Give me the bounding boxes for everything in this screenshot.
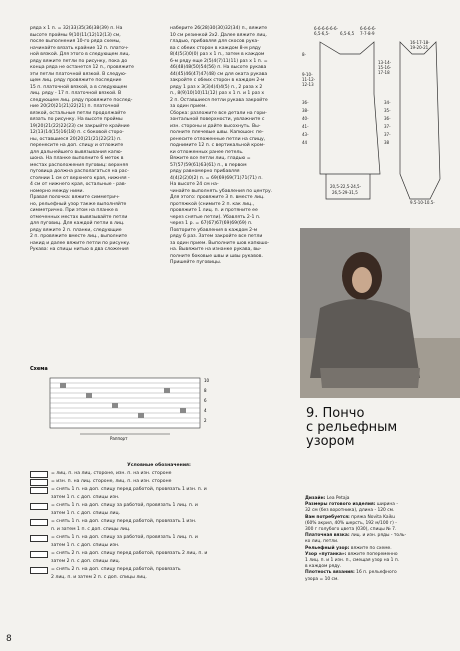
text-line: щем лиц. ряду провяжите последние xyxy=(30,78,122,83)
text-line: 32 см (без воротника), длина - 120 см. xyxy=(305,508,395,514)
stitch-symbol-icon xyxy=(30,479,48,486)
stitch-symbol-icon xyxy=(30,535,48,542)
diag-label-top-left: 6-6-6-6-6-6- xyxy=(314,26,338,31)
text-line: отмеченных местах вывязывайте петли xyxy=(30,214,128,220)
text-line: но, рельефный узор также выполняйте xyxy=(30,201,127,207)
text-line: узора = 10 см. xyxy=(305,576,339,582)
stitch-symbol-icon xyxy=(30,567,48,574)
stitch-symbol-icon xyxy=(30,503,48,510)
page-title: 9. Пончо с рельефным узором xyxy=(306,406,398,449)
text-line: ряду 1 раз x 3(3)4(4)4(5) п., 2 раза x 2 xyxy=(170,84,263,90)
svg-text:11-12-: 11-12- xyxy=(302,77,316,82)
legend-item: 2 лиц. п. и затем 2 п. с доп. спицы лиц. xyxy=(51,575,147,580)
text-line: за один прием. Выполните шов капюшо- xyxy=(170,240,270,246)
legend-item: затем 1 п. с доп. спицы лиц. xyxy=(51,511,121,516)
svg-text:41-: 41- xyxy=(302,124,309,129)
svg-text:36-: 36- xyxy=(384,116,391,121)
knitting-schema xyxy=(30,366,280,448)
text-line: п., 8(9)10(10)11(12) раз x 1 п. и 1 раз x xyxy=(170,91,265,96)
text-line: симметрично. При этом на планке в xyxy=(30,208,118,213)
legend-item: затем 1 п. с доп. спицы изн. xyxy=(51,543,120,548)
svg-text:20,5-22,5-24,5-: 20,5-22,5-24,5- xyxy=(330,184,362,189)
pattern-diagram xyxy=(300,24,452,204)
svg-text:13-14-: 13-14- xyxy=(378,60,392,65)
text-line: Размеры готового изделия: ширина - xyxy=(305,502,398,508)
text-line: провяжите 1 лиц. п. и протяните ее xyxy=(170,208,258,213)
text-line: 300 г голубого цвета (030), спицы № 7. xyxy=(305,527,397,533)
svg-text:Схема: Схема xyxy=(30,366,48,372)
legend-item: затем 1 п. с доп. спицы изн. xyxy=(51,495,120,500)
back-piece xyxy=(320,42,380,174)
text-line: начинайте вязать крайние 12 п. платоч- xyxy=(30,45,129,51)
text-line: 4(4)2(2)0(2) п. = 69(69)69(71)71(71) п. xyxy=(170,175,263,181)
svg-text:4: 4 xyxy=(204,408,207,413)
legend-item: = снять 2 п. на доп. спицу перед работой, провязать 2 лиц. п. и xyxy=(30,550,288,558)
legend-item: = снять 1 п. на доп. спицу перед работой, провязать 1 изн. xyxy=(30,518,288,526)
svg-text:8-: 8- xyxy=(302,52,306,57)
text-line: ва с обеих сторон в каждом 8-м ряду xyxy=(170,45,261,51)
svg-text:2: 2 xyxy=(204,418,207,423)
text-line: Платочная вязка: лиц. и изн. ряды - толь- xyxy=(305,533,407,539)
text-line: после выполнения 10-го ряда схемы, xyxy=(30,39,121,44)
text-line: Сборка: разложите все детали на гори- xyxy=(170,110,267,116)
text-line: для пуговиц. Для каждой петли в лиц. xyxy=(30,221,125,226)
text-line: вязать по рисунку. На высоте проймы xyxy=(30,117,123,122)
text-line: ряда x 1 п. = 32(33)35(36)38(39) п. На xyxy=(30,26,123,31)
text-line: ряду вяжите петли по рисунку, пока до xyxy=(30,58,128,64)
text-line: полните боковые швы и швы рукавов. xyxy=(170,253,263,259)
text-line: 12(13)14(15)16(18) п. с боковой сторо- xyxy=(30,130,124,135)
text-line: на. Вывяжите на изнанке рукава, вы- xyxy=(170,247,262,252)
text-line: 6-м ряду еще 2(5)4(7)11(11) раз x 1 п. = xyxy=(170,58,268,64)
text-line: ны, оставшиеся 20(20)21(21)22(21) п. xyxy=(30,136,122,142)
text-line: 15 п. платочной вязкой, а в следующем xyxy=(30,84,127,90)
text-line: На высоте 24 см на- xyxy=(170,182,219,187)
text-column-3 xyxy=(305,496,445,583)
legend-item: = снять 2 п. на доп. спицу перед работой, провязать xyxy=(30,566,288,574)
text-line: наберите 26(28)30(30)32(34) п., вяжите xyxy=(170,26,268,31)
text-line: 44(45)46(47)47(48) см для оката рукава xyxy=(170,71,268,77)
text-line: полните плечевые швы. Капюшон: пе- xyxy=(170,130,264,135)
svg-text:34-: 34- xyxy=(384,100,391,105)
text-line: Узор «путанка»: вяжите попеременно xyxy=(305,551,398,557)
text-line: поднимите 12 п. с вертикальной кром- xyxy=(170,143,265,148)
text-line: шона. На планке выполните 6 меток в xyxy=(30,156,124,161)
svg-text:9,5-10-10,5-: 9,5-10-10,5- xyxy=(410,200,435,204)
svg-text:16-17-18-: 16-17-18- xyxy=(410,40,430,45)
text-line: Дизайн: Lea Petaja xyxy=(305,496,350,501)
text-line: через снятые петли). Убавлять 2-1 п. xyxy=(170,214,261,220)
text-line: протяжкой (снимите 2 п. как лиц., xyxy=(170,201,255,207)
svg-text:8: 8 xyxy=(204,388,207,393)
legend-item: = снять 1 п. на доп. спицу за работой, провязать 1 лиц. п. и xyxy=(30,534,288,542)
text-line: эти петли платочной вязкой. В следую- xyxy=(30,71,127,77)
svg-text:17-18: 17-18 xyxy=(378,70,390,75)
text-line: для дальнейшего вывязывания капю- xyxy=(30,149,123,155)
text-line: ряду равномерно прибавляя xyxy=(170,169,240,174)
text-line: через 1 р. = 67(67)67(69)69(69) п. xyxy=(170,221,253,226)
svg-text:Раппорт: Раппорт xyxy=(110,436,128,441)
svg-text:35-: 35- xyxy=(384,108,391,113)
text-line: зонтальной поверхности, увлажните с xyxy=(170,117,265,122)
text-line: конца ряда не останется 12 п., провяжите xyxy=(30,65,135,70)
svg-text:6,5-6,5-: 6,5-6,5- xyxy=(314,31,330,36)
text-line: 10 см резинкой 2x2. Далее вяжите лиц. xyxy=(170,32,267,38)
text-line: Рельефный узор: вяжите по схеме. xyxy=(305,545,392,551)
text-line: за один прием. xyxy=(170,104,207,109)
text-line: стоянии 1 см от верхнего края, нижняя - xyxy=(30,175,130,181)
svg-text:6-6-6-6-: 6-6-6-6- xyxy=(360,26,376,31)
svg-text:38-: 38- xyxy=(302,108,309,113)
text-line: Рукава: на спицы нитью в два сложения xyxy=(30,247,129,252)
svg-text:40-: 40- xyxy=(302,116,309,121)
text-column-2 xyxy=(170,26,292,267)
text-line: следующем лиц. ряду провяжите послед- xyxy=(30,97,133,103)
text-line: ряду 6 раз. Затем закройте все петли xyxy=(170,234,263,239)
text-line: закройте с обеих сторон в каждом 2-м xyxy=(170,78,265,83)
text-line: 4 см от нижнего края, остальные - рав- xyxy=(30,182,127,187)
svg-text:38: 38 xyxy=(384,140,390,145)
legend-item: = снять 1 п. на доп. спицу перед работой, провязать 1 изн. п. и xyxy=(30,486,288,494)
text-line: номерно между ними. xyxy=(30,188,84,194)
text-line: Правая полочка: вяжите симметрич- xyxy=(30,195,120,200)
svg-text:7-7-8-9: 7-7-8-9 xyxy=(360,31,375,36)
stitch-symbol-icon xyxy=(30,519,48,526)
svg-text:43-: 43- xyxy=(302,132,309,137)
text-line: 1 лиц. п. и 1 изн. п., смещая узор на 1 п. xyxy=(305,558,400,564)
stitch-symbol-icon xyxy=(30,471,48,478)
text-line: ки отложенных ранее петель. xyxy=(170,149,244,155)
text-line: Плотность вязания: 16 п. рельефного xyxy=(305,570,397,576)
text-line: изн. стороны и дайте высохнуть. Вы- xyxy=(170,123,261,129)
text-line: лиц. ряду - 17 п. платочной вязкой. В xyxy=(30,91,122,96)
legend-item: = изн. п. на лиц. стороне, лиц. п. на изн. стороне xyxy=(30,478,288,486)
text-line: пуговица должна располагаться на рас- xyxy=(30,169,129,174)
text-line: 2 п. провяжите вместе лиц., выполните xyxy=(30,234,128,239)
svg-text:37-: 37- xyxy=(384,132,391,137)
svg-text:26,5-29-31,5: 26,5-29-31,5 xyxy=(332,190,358,195)
text-line: 2 п. Оставшиеся петли рукава закройте xyxy=(170,97,268,103)
text-line: ко лиц. петли. xyxy=(305,539,339,545)
text-line: гладью, прибавляя для скосов рука- xyxy=(170,39,259,44)
text-line: Повторите убавления в каждом 2-м xyxy=(170,227,258,233)
legend-item: = снять 1 п. на доп. спицу за работой, провязать 1 лиц. п. и xyxy=(30,502,288,510)
text-line: (60% акрил, 40% шерсть, 192 м/100 г) - xyxy=(305,520,397,526)
svg-text:6: 6 xyxy=(204,398,207,403)
text-line: перенесите на доп. спицу и отложите xyxy=(30,143,124,148)
svg-text:37-: 37- xyxy=(384,124,391,129)
text-line: 46(48)48(50)54(56) п. На высоте рукава xyxy=(170,65,267,70)
legend: Условные обозначения: = лиц. п. на лиц. стороне, изн. п. на изн. стороне = изн. п. на лиц. стороне, лиц. п. на изн. стороне = снять 1 п. на доп. спицу перед работой, провязать 1 изн. п. и затем 1 п. с доп. спицы изн. = снять 1 п. на доп. спицу за работой, провязать 1 лиц. п. и затем 1 п. с доп. спицы лиц. = снять 1 п. на доп. спицу перед работой, провязать 1 изн. п. и затем 1 п. с доп. спицы лиц. = снять 1 п. на доп. спицу за работой, провязать 1 лиц. п. и затем 1 п. с доп. спицы изн. = снять 2 п. на доп. спицу перед работой, провязать 2 лиц. п. и затем 2 п. с доп. спицы лиц. = снять 2 п. на доп. спицу перед работой, провязать 2 лиц. п. и затем 2 п. с доп. спицы лиц. xyxy=(30,462,288,582)
svg-text:10: 10 xyxy=(204,378,210,383)
svg-text:19-20-21: 19-20-21 xyxy=(410,45,429,50)
svg-text:15-16-: 15-16- xyxy=(378,65,392,70)
text-line: 8(4)5(3)0(0) раз x 1 п., затем в каждом xyxy=(170,52,265,57)
sleeve-piece xyxy=(400,42,440,199)
text-line: в каждом ряду. xyxy=(305,564,342,570)
text-line: вязкой, остальные петли продолжайте xyxy=(30,110,126,116)
text-line: накид и далее вяжите петли по рисунку. xyxy=(30,240,131,246)
legend-item: = лиц. п. на лиц. стороне, изн. п. на изн. стороне xyxy=(30,470,288,478)
text-line: Вам потребуется: пряжа Novita Kaiku xyxy=(305,514,396,520)
text-column-1 xyxy=(30,26,155,254)
stitch-symbol-icon xyxy=(30,487,48,494)
text-line: ряду вяжите 2 п. планки, следующие xyxy=(30,227,122,233)
text-line: 57(57)59(61)63(61) п., в первом xyxy=(170,162,247,168)
model-photo xyxy=(300,228,460,398)
text-line: ной вязкой. Для этого в следующем лиц. xyxy=(30,52,130,57)
svg-text:12-13: 12-13 xyxy=(302,82,314,87)
text-line: чинайте выполнять убавления по центру. xyxy=(170,188,273,194)
text-line: ние 20(20)21(21)22(21) п. платочной xyxy=(30,104,120,109)
legend-item: п. и затем 1 п. с доп. спицы лиц. xyxy=(51,527,131,532)
page-number: 8 xyxy=(6,634,12,644)
svg-text:9-10-: 9-10- xyxy=(302,72,313,77)
stitch-symbol-icon xyxy=(30,551,48,558)
text-line: Вяжите все петли лиц. гладью = xyxy=(170,156,251,161)
svg-text:44: 44 xyxy=(302,140,308,145)
text-line: Пришейте пуговицы. xyxy=(170,260,222,265)
text-line: высоте проймы 9(10)11(12)12(13) см, xyxy=(30,32,121,38)
text-line: местах расположения пуговиц: верхняя xyxy=(30,162,128,168)
text-line: 19(20)21(22)22(23) см закрыйте крайние xyxy=(30,123,130,129)
text-line: ренесите отложенные петли на спицу, xyxy=(170,136,266,142)
svg-text:36-: 36- xyxy=(302,100,309,105)
legend-item: затем 2 п. с доп. спицы лиц. xyxy=(51,559,121,564)
svg-text:6,5-6,5: 6,5-6,5 xyxy=(340,31,355,36)
text-line: Для этого: провяжите 3 п. вместе лиц. xyxy=(170,195,265,200)
